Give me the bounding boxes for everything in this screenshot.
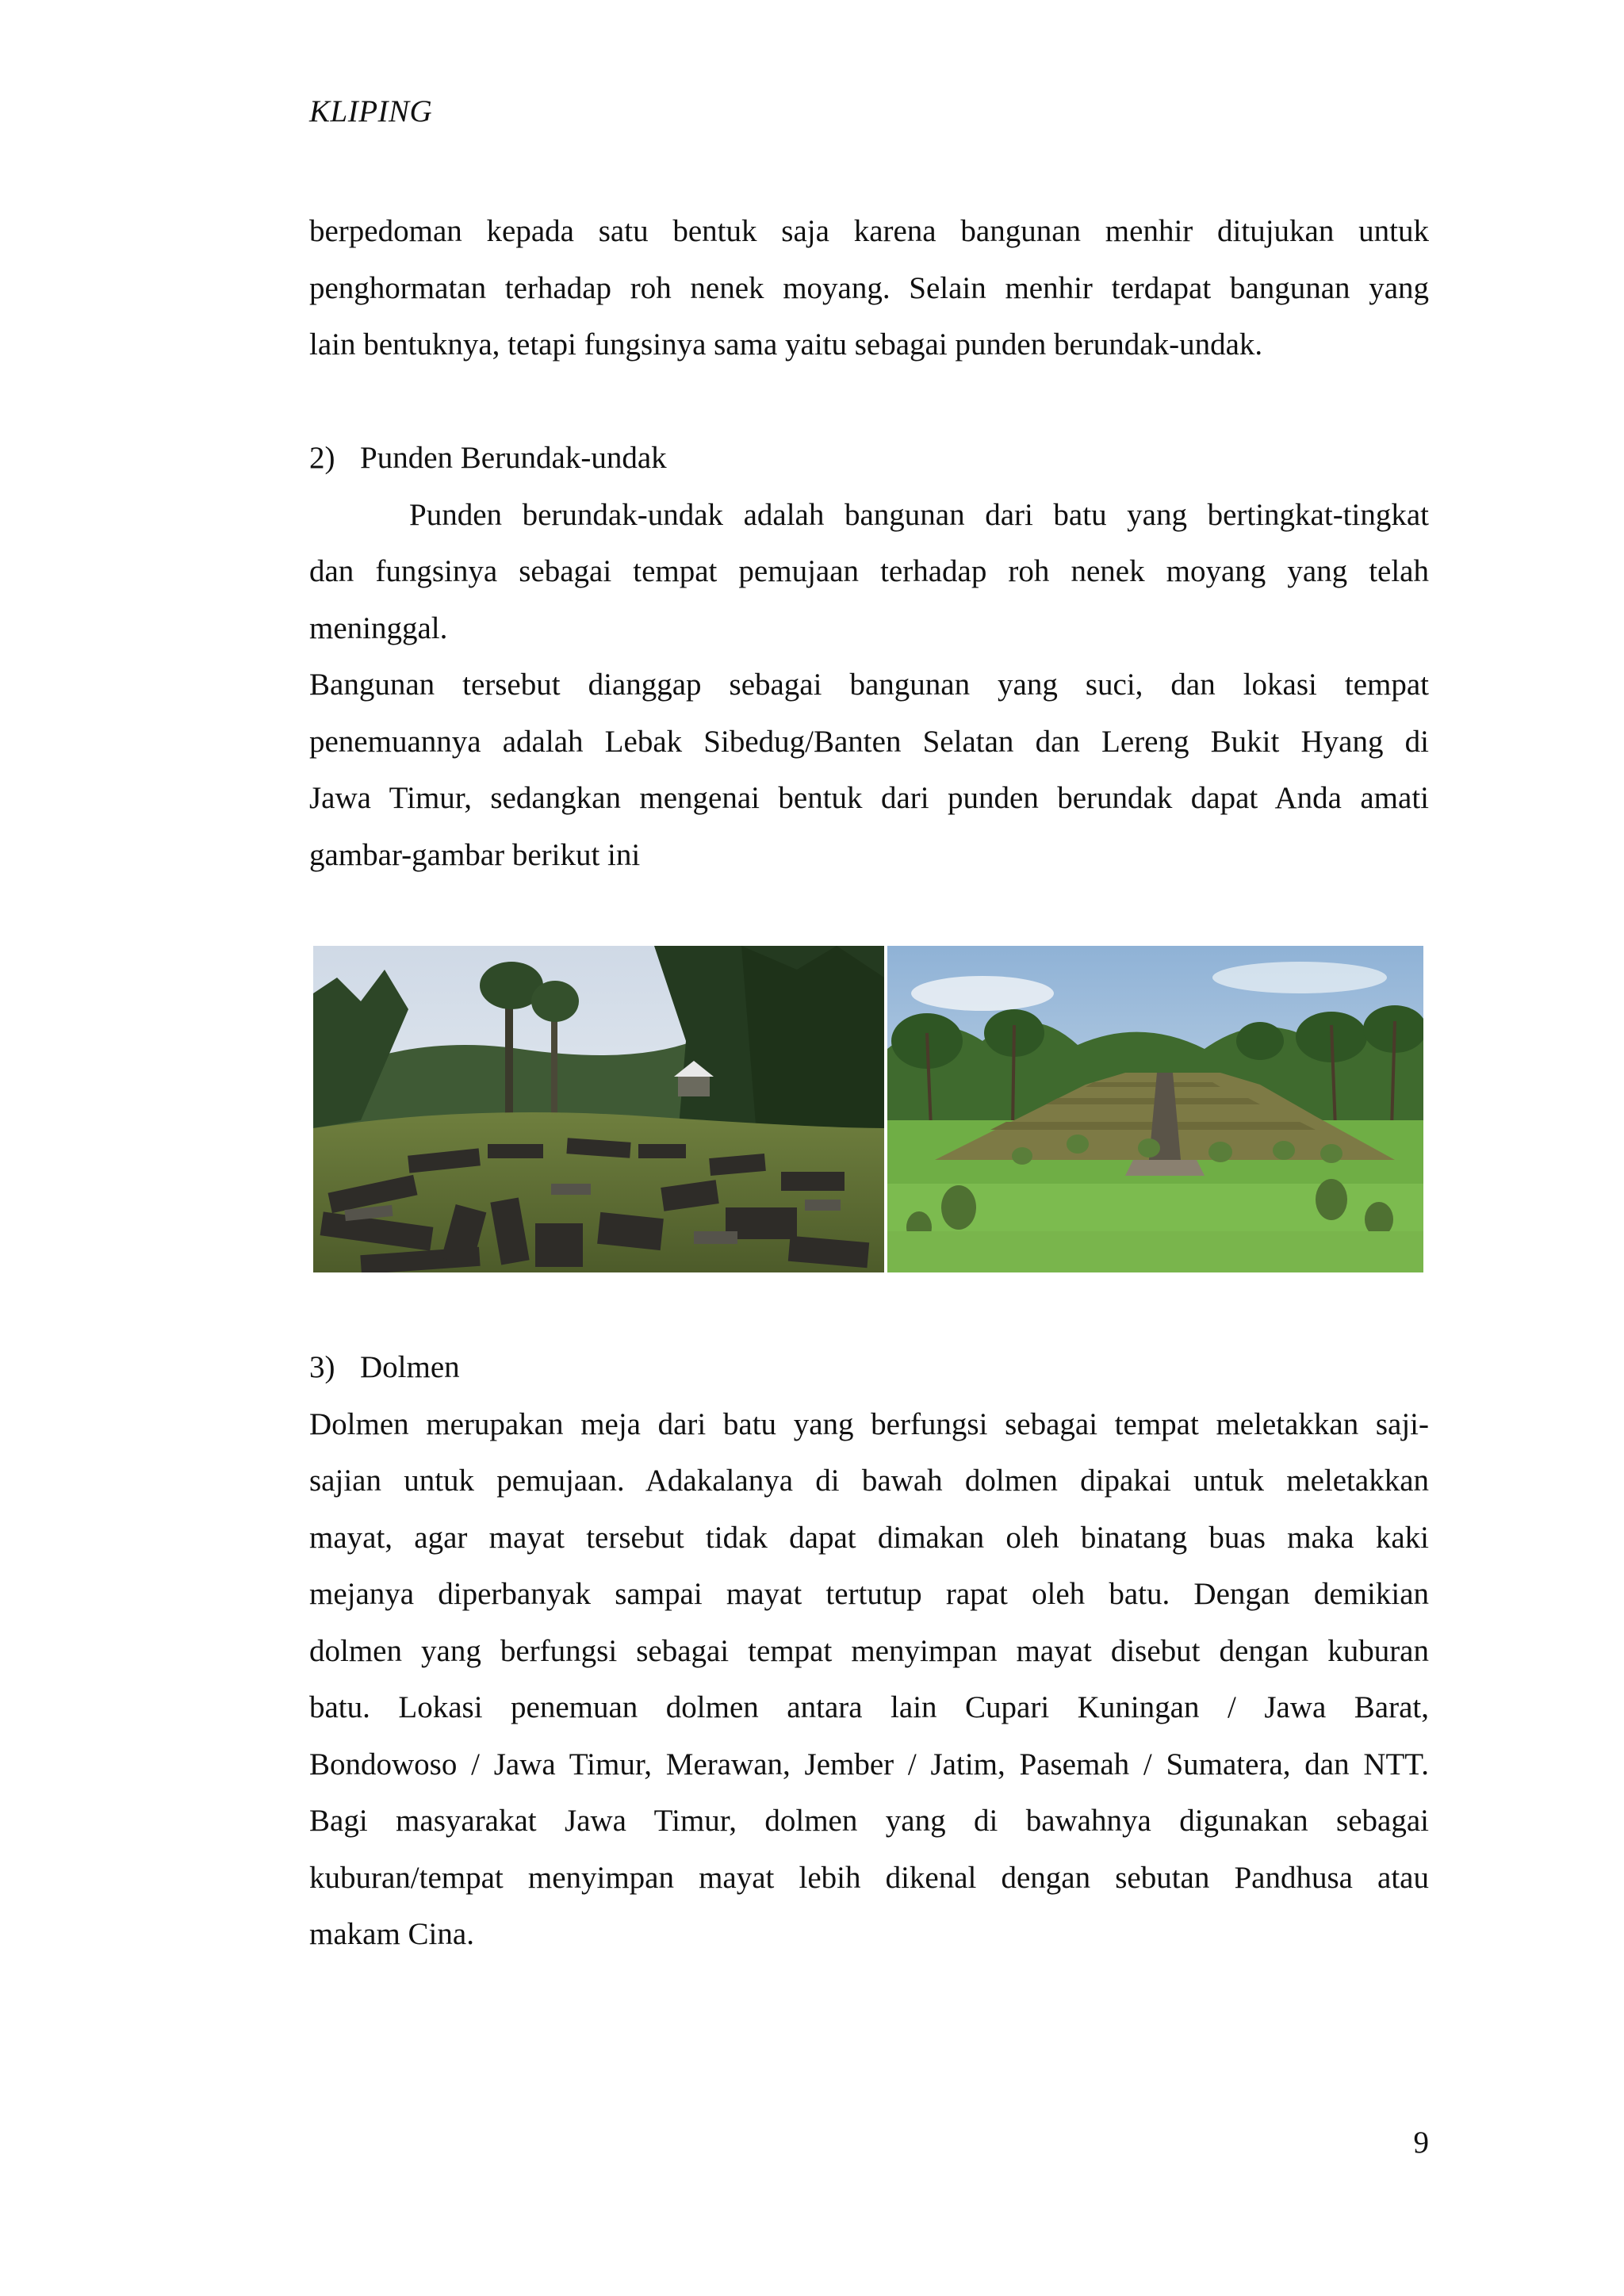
- text-line: berpedoman kepada satu bentuk saja karena bangunan menhir ditujukan untuk: [309, 214, 1429, 248]
- text-line: lain bentuknya, tetapi fungsinya sama yaitu sebagai punden berundak-undak.: [309, 327, 1263, 362]
- stepped-pyramid-punden-photo: [887, 946, 1423, 1272]
- section-title: Punden Berundak-undak: [360, 441, 667, 475]
- text-line: mejanya diperbanyak sampai mayat tertutup rapat oleh batu. Dengan demikian: [309, 1577, 1429, 1611]
- section-title: Dolmen: [360, 1350, 460, 1384]
- text-line: sajian untuk pemujaan. Adakalanya di bawah dolmen dipakai untuk meletakkan: [309, 1464, 1429, 1498]
- figure-photos: [313, 946, 1423, 1272]
- megalithic-stone-terrace-photo: [313, 946, 884, 1272]
- text-line: dan fungsinya sebagai tempat pemujaan terhadap roh nenek moyang yang telah: [309, 554, 1429, 588]
- text-line: Bagi masyarakat Jawa Timur, dolmen yang di bawahnya digunakan sebagai: [309, 1804, 1429, 1838]
- section-dolmen: [309, 1339, 1429, 1963]
- section-heading: [309, 430, 1429, 487]
- text-line: Punden berundak-undak adalah bangunan dari batu yang bertingkat-tingkat: [409, 497, 1429, 532]
- document-header-title: KLIPING: [309, 94, 433, 128]
- text-line: batu. Lokasi penemuan dolmen antara lain Cupari Kuningan / Jawa Barat,: [309, 1690, 1429, 1724]
- text-line: Bondowoso / Jawa Timur, Merawan, Jember / Jatim, Pasemah / Sumatera, dan NTT.: [309, 1747, 1429, 1781]
- page-number: 9: [1413, 2126, 1429, 2160]
- text-line: mayat, agar mayat tersebut tidak dapat dimakan oleh binatang buas maka kaki: [309, 1520, 1429, 1555]
- section-number: 3): [309, 1350, 335, 1384]
- section-number: 2): [309, 441, 335, 475]
- text-line: penemuannya adalah Lebak Sibedug/Banten Selatan dan Lereng Bukit Hyang di: [309, 724, 1429, 759]
- text-line: gambar-gambar berikut ini: [309, 837, 641, 872]
- section-heading: [309, 1339, 1429, 1396]
- text-line: meninggal.: [309, 610, 448, 645]
- text-line: makam Cina.: [309, 1917, 474, 1951]
- text-line: kuburan/tempat menyimpan mayat lebih dikenal dengan sebutan Pandhusa atau: [309, 1860, 1429, 1895]
- text-line: Bangunan tersebut dianggap sebagai bangunan yang suci, dan lokasi tempat: [309, 668, 1429, 702]
- section-punden-berundak: [309, 430, 1429, 883]
- text-line: Jawa Timur, sedangkan mengenai bentuk dari punden berundak dapat Anda amati: [309, 781, 1429, 815]
- text-line: dolmen yang berfungsi sebagai tempat menyimpan mayat disebut dengan kuburan: [309, 1633, 1429, 1668]
- intro-paragraph: [309, 203, 1429, 373]
- text-line: penghormatan terhadap roh nenek moyang. Selain menhir terdapat bangunan yang: [309, 270, 1429, 305]
- text-line: Dolmen merupakan meja dari batu yang berfungsi sebagai tempat meletakkan saji-: [309, 1406, 1429, 1441]
